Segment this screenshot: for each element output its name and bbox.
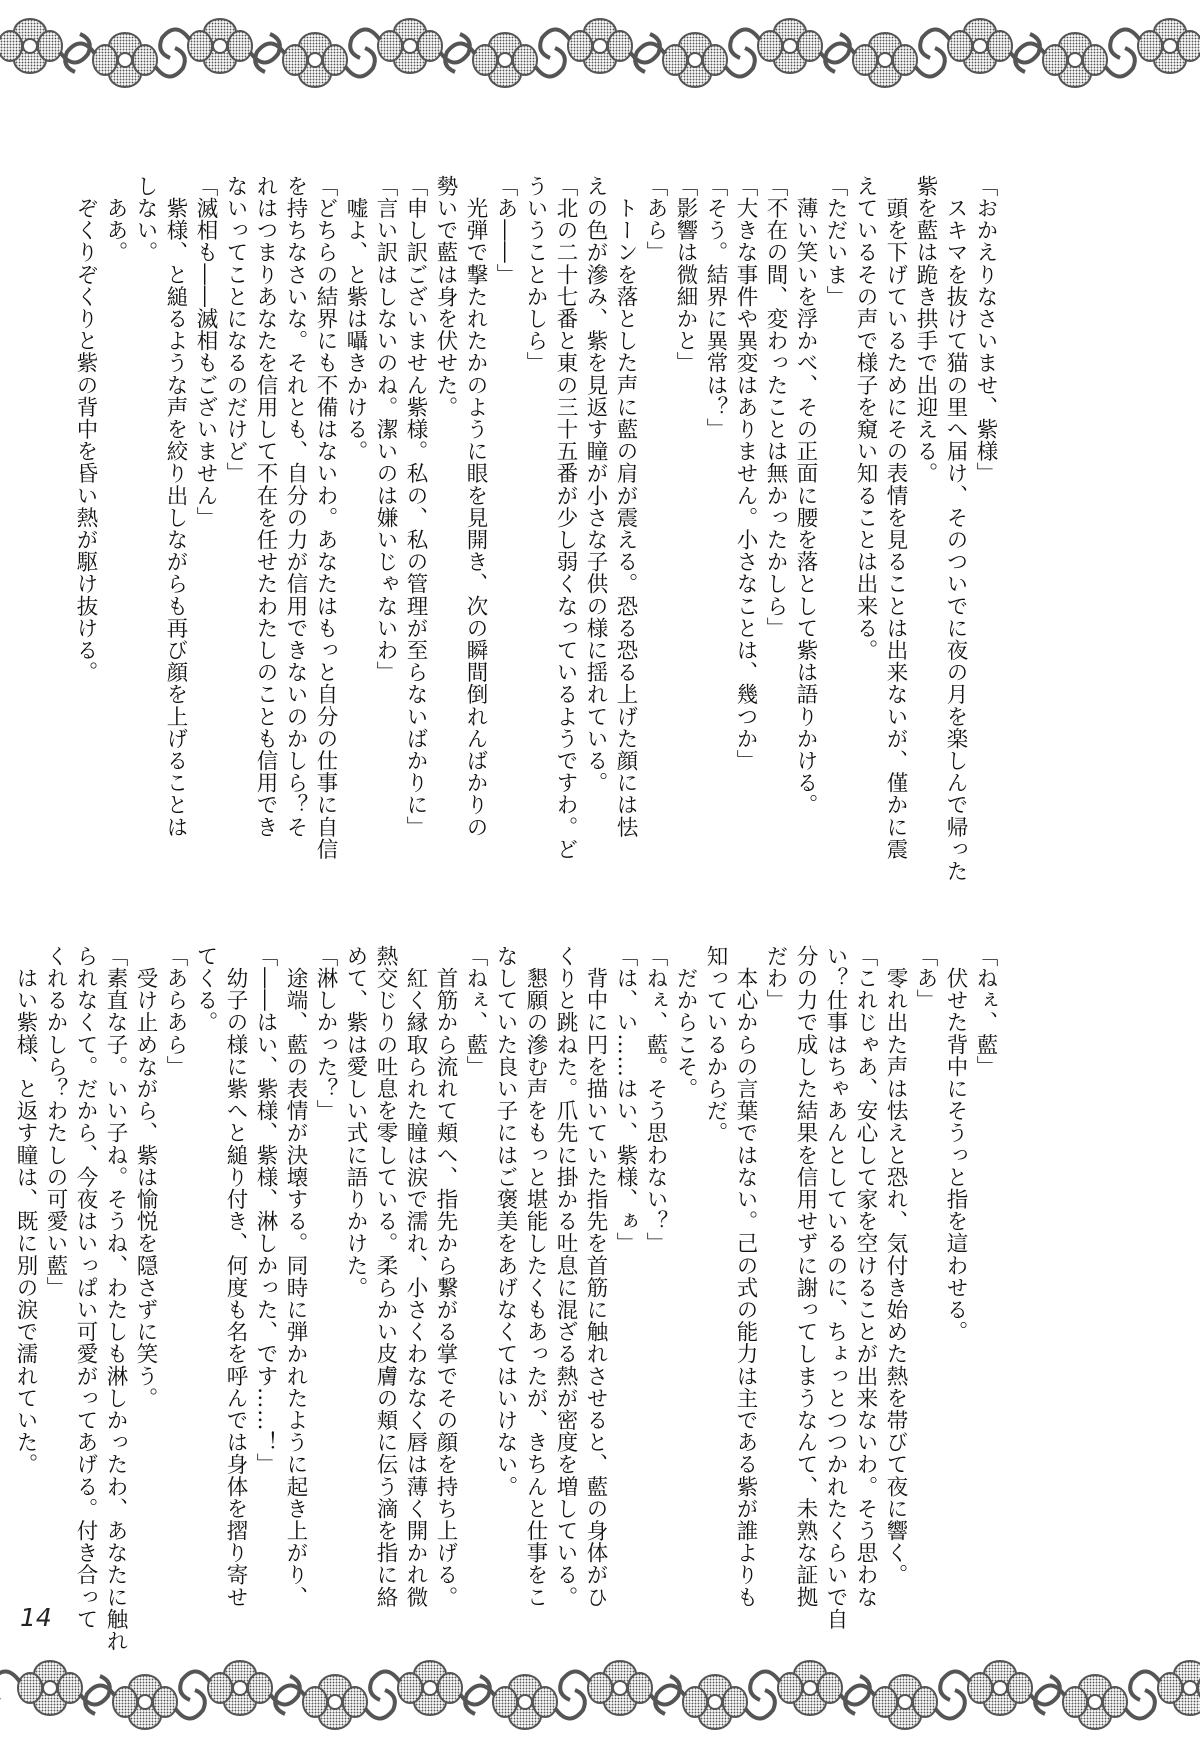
text-line: 紫様、と縋るような声を絞り出しながらも再び顔を上げることは: [163, 175, 188, 838]
text-line: 「ただいま」: [823, 175, 848, 308]
text-line: 薄い笑いを浮かべ、その正面に腰を落として紫は語りかける。: [793, 175, 818, 816]
text-line: 知っているからだ。: [703, 945, 728, 1144]
bottom-lace-border: [0, 1650, 1200, 1740]
text-line: 「北の二十七番と東の三十五番が少し弱くなっているようですわ。ど: [553, 175, 578, 861]
text-line: 「言い訳はしないのね。潔いのは嫌いじゃないわ」: [373, 175, 398, 684]
text-line: 「そう。結界に異常は？」: [703, 175, 728, 441]
lace-knot-icon: [1130, 1661, 1200, 1715]
text-line: 「あ」: [913, 945, 938, 1012]
text-line: 「ねぇ、藍」: [973, 945, 998, 1078]
text-line: 「は、い……はい、紫様、ぁ」: [613, 945, 638, 1255]
text-line: 「滅相も――滅相もございません」: [193, 175, 218, 529]
text-line: 「あ――」: [493, 175, 518, 286]
text-line: 「これじゃあ、安心して家を空けることが出来ないわ。そう思わな: [853, 945, 878, 1608]
text-line: なしていた良い子にはご褒美をあげなくてはいけない。: [493, 945, 518, 1498]
text-line: くれるかしら？わたしの可愛い藍」: [43, 945, 68, 1299]
text-line: 紫を藍は跪き拱手で出迎える。: [913, 175, 938, 485]
text-line: 懇願の滲む声をもっと堪能したくもあったが、きちんと仕事をこ: [523, 945, 548, 1608]
text-line: 「影響は微細かと」: [673, 175, 698, 374]
text-line: トーンを落とした声に藍の肩が震える。恐る恐る上げた顔には怯: [613, 175, 638, 838]
page-number: 14: [20, 1603, 52, 1632]
text-line: だからこそ。: [673, 945, 698, 1100]
text-line: 途端、藍の表情が決壊する。同時に弾かれたように起き上がり、: [283, 945, 308, 1608]
text-line: 嘘よ、と紫は囁きかける。: [343, 175, 368, 463]
text-line: 「申し訳ございません紫様。私の、私の管理が至らないばかりに」: [403, 175, 428, 838]
text-line: 頭を下げているためにその表情を見ることは出来ないが、僅かに震: [883, 175, 908, 861]
text-line: 首筋から流れて頬へ、指先から繋がる掌でその顔を持ち上げる。: [433, 945, 458, 1608]
text-line: しない。: [133, 175, 158, 264]
text-line: ないってことになるのだけど」: [223, 175, 248, 485]
text-line: 紅く縁取られた瞳は涙で濡れ、小さくわななく唇は薄く開かれ微: [403, 945, 428, 1608]
text-line: い？仕事はちゃあんとしているのに、ちょっとつつかれたくらいで自: [823, 945, 848, 1631]
text-line: 光弾で撃たれたかのように眼を見開き、次の瞬間倒れんばかりの: [463, 175, 488, 838]
text-line: くりと跳ねた。爪先に掛かる吐息に混ざる熱が密度を増している。: [553, 945, 578, 1608]
text-line: 「素直な子。いい子ね。そうね、わたしも淋しかったわ、あなたに触れ: [103, 945, 128, 1653]
text-line: 背中に円を描いていた指先を首筋に触れさせると、藍の身体がひ: [583, 945, 608, 1608]
text-line: てくる。: [193, 945, 218, 1034]
text-line: 本心からの言葉ではない。己の式の能力は主である紫が誰よりも: [733, 945, 758, 1608]
text-line: 「ねぇ、藍」: [463, 945, 488, 1078]
text-line: ぞくりぞくりと紫の背中を昏い熱が駆け抜ける。: [73, 175, 98, 684]
text-line: 「不在の間、変わったことは無かったかしら」: [763, 175, 788, 640]
text-line: ういうことかしら」: [523, 175, 548, 374]
lace-knot-icon: [1110, 19, 1200, 73]
text-line: スキマを抜けて猫の里へ届け、そのついでに夜の月を楽しんで帰った: [943, 175, 968, 883]
text-line: 「――はい、紫様、紫様、淋しかった、です……！」: [253, 945, 278, 1476]
text-line: 幼子の様に紫へと縋り付き、何度も名を呼んでは身体を摺り寄せ: [223, 945, 248, 1608]
text-line: 勢いで藍は身を伏せた。: [433, 175, 458, 419]
text-line: えの色が滲み、紫を見返す瞳が小さな子供の様に揺れている。: [583, 175, 608, 794]
text-line: れはつまりあなたを信用して不在を任せたわたしのことも信用でき: [253, 175, 278, 838]
text-line: 「ねぇ、藍。そう思わない？」: [643, 945, 668, 1255]
text-line: 零れ出た声は怯えと恐れ、気付き始めた熱を帯びて夜に響く。: [883, 945, 908, 1586]
text-line: られなくて。だから、今夜はいっぱい可愛がってあげる。付き合って: [73, 945, 98, 1631]
text-line: 「大きな事件や異変はありません。小さなことは、幾つか」: [733, 175, 758, 772]
text-line: を持ちなさいな。それとも、自分の力が信用できないのかしら？そ: [283, 175, 308, 838]
text-line: めて、紫は愛しい式に語りかけた。: [343, 945, 368, 1299]
text-line: だわ」: [763, 945, 788, 1012]
text-line: ああ。: [103, 175, 128, 264]
text-line: 受け止めながら、紫は愉悦を隠さずに笑う。: [133, 945, 158, 1410]
text-line: 「あら」: [643, 175, 668, 264]
text-line: はい紫様、と返す瞳は、既に別の涙で濡れていた。: [13, 945, 38, 1476]
text-line: えているその声で様子を窺い知ることは出来る。: [853, 175, 878, 662]
text-line: 「どちらの結界にも不備はないわ。あなたはもっと自分の仕事に自信: [313, 175, 338, 861]
text-line: 「あらあら」: [163, 945, 188, 1078]
text-line: 伏せた背中にそうっと指を這わせる。: [943, 945, 968, 1343]
text-line: 「おかえりなさいませ、紫様」: [973, 175, 998, 485]
text-line: 「淋しかった？」: [313, 945, 338, 1122]
text-line: 熱交じりの吐息を零している。柔らかい皮膚の頬に伝う滴を指に絡: [373, 945, 398, 1608]
top-lace-border: [0, 8, 1200, 98]
text-line: 分の力で成した結果を信用せずに謝ってしまうなんて、未熟な証拠: [793, 945, 818, 1608]
upper-text-block: [70, 175, 1000, 883]
